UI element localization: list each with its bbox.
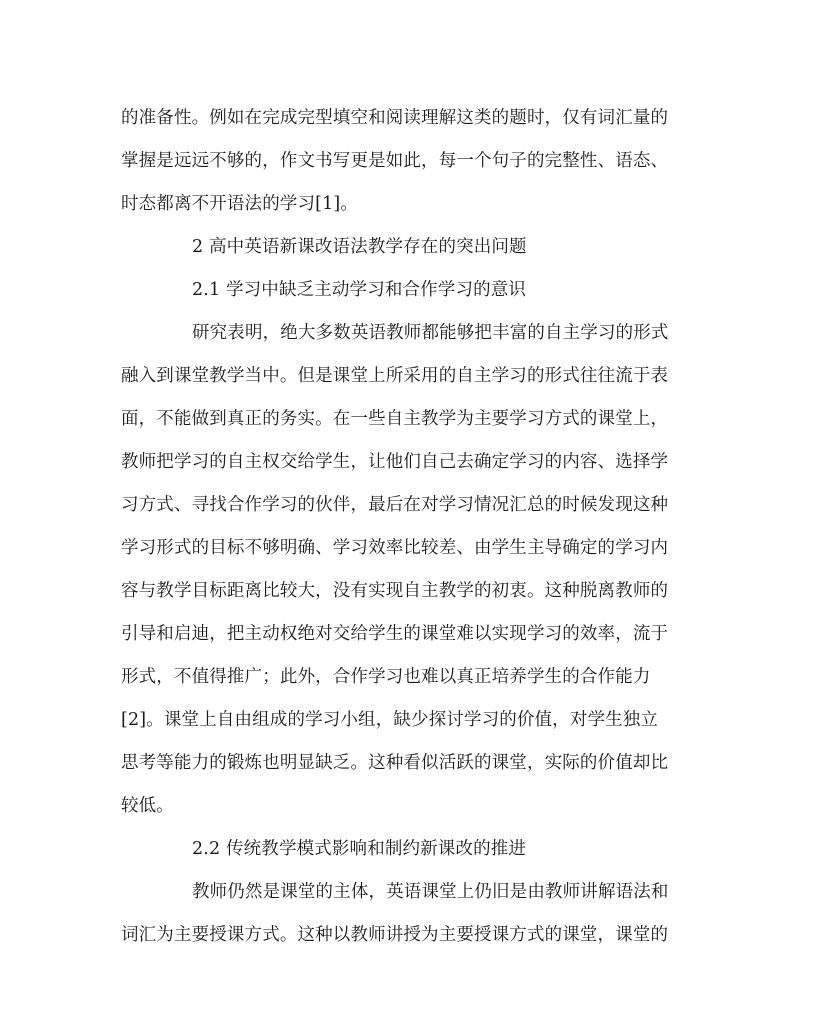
subsection-heading: 2.1 学习中缺乏主动学习和合作学习的意识	[192, 280, 527, 300]
paragraph-line: 的准备性。例如在完成完型填空和阅读理解这类的题时，仅有词汇量的	[121, 108, 669, 128]
paragraph-first-line: 教师仍然是课堂的主体，英语课堂上仍旧是由教师讲解语法和	[192, 882, 669, 902]
paragraph-line: 掌握是远远不够的，作文书写更是如此，每一个句子的完整性、语态、	[121, 151, 669, 171]
paragraph-line: 词汇为主要授课方式。这种以教师讲授为主要授课方式的课堂，课堂的	[121, 925, 669, 945]
paragraph-line: 引导和启迪，把主动权绝对交给学生的课堂难以实现学习的效率，流于	[121, 624, 669, 644]
paragraph-line: 容与教学目标距离比较大，没有实现自主教学的初衷。这种脱离教师的	[121, 581, 669, 601]
section-heading: 2 高中英语新课改语法教学存在的突出问题	[192, 237, 527, 257]
paragraph-line: 面，不能做到真正的务实。在一些自主教学为主要学习方式的课堂上，	[121, 409, 669, 429]
paragraph-line: [2]。课堂上自由组成的学习小组，缺少探讨学习的价值，对学生独立	[121, 710, 659, 730]
paragraph-line: 融入到课堂教学当中。但是课堂上所采用的自主学习的形式往往流于表	[121, 366, 669, 386]
paragraph-line: 形式，不值得推广；此外，合作学习也难以真正培养学生的合作能力	[121, 667, 651, 687]
subsection-heading: 2.2 传统教学模式影响和制约新课改的推进	[192, 839, 527, 859]
paragraph-line: 习方式、寻找合作学习的伙伴，最后在对学习情况汇总的时候发现这种	[121, 495, 669, 515]
paragraph-line: 学习形式的目标不够明确、学习效率比较差、由学生主导确定的学习内	[121, 538, 669, 558]
paragraph-line: 时态都离不开语法的学习[1]。	[121, 194, 359, 214]
paragraph-line: 较低。	[121, 796, 174, 816]
paragraph-first-line: 研究表明，绝大多数英语教师都能够把丰富的自主学习的形式	[192, 323, 669, 343]
paragraph-line: 思考等能力的锻炼也明显缺乏。这种看似活跃的课堂，实际的价值却比	[121, 753, 669, 773]
paragraph-line: 教师把学习的自主权交给学生，让他们自己去确定学习的内容、选择学	[121, 452, 669, 472]
